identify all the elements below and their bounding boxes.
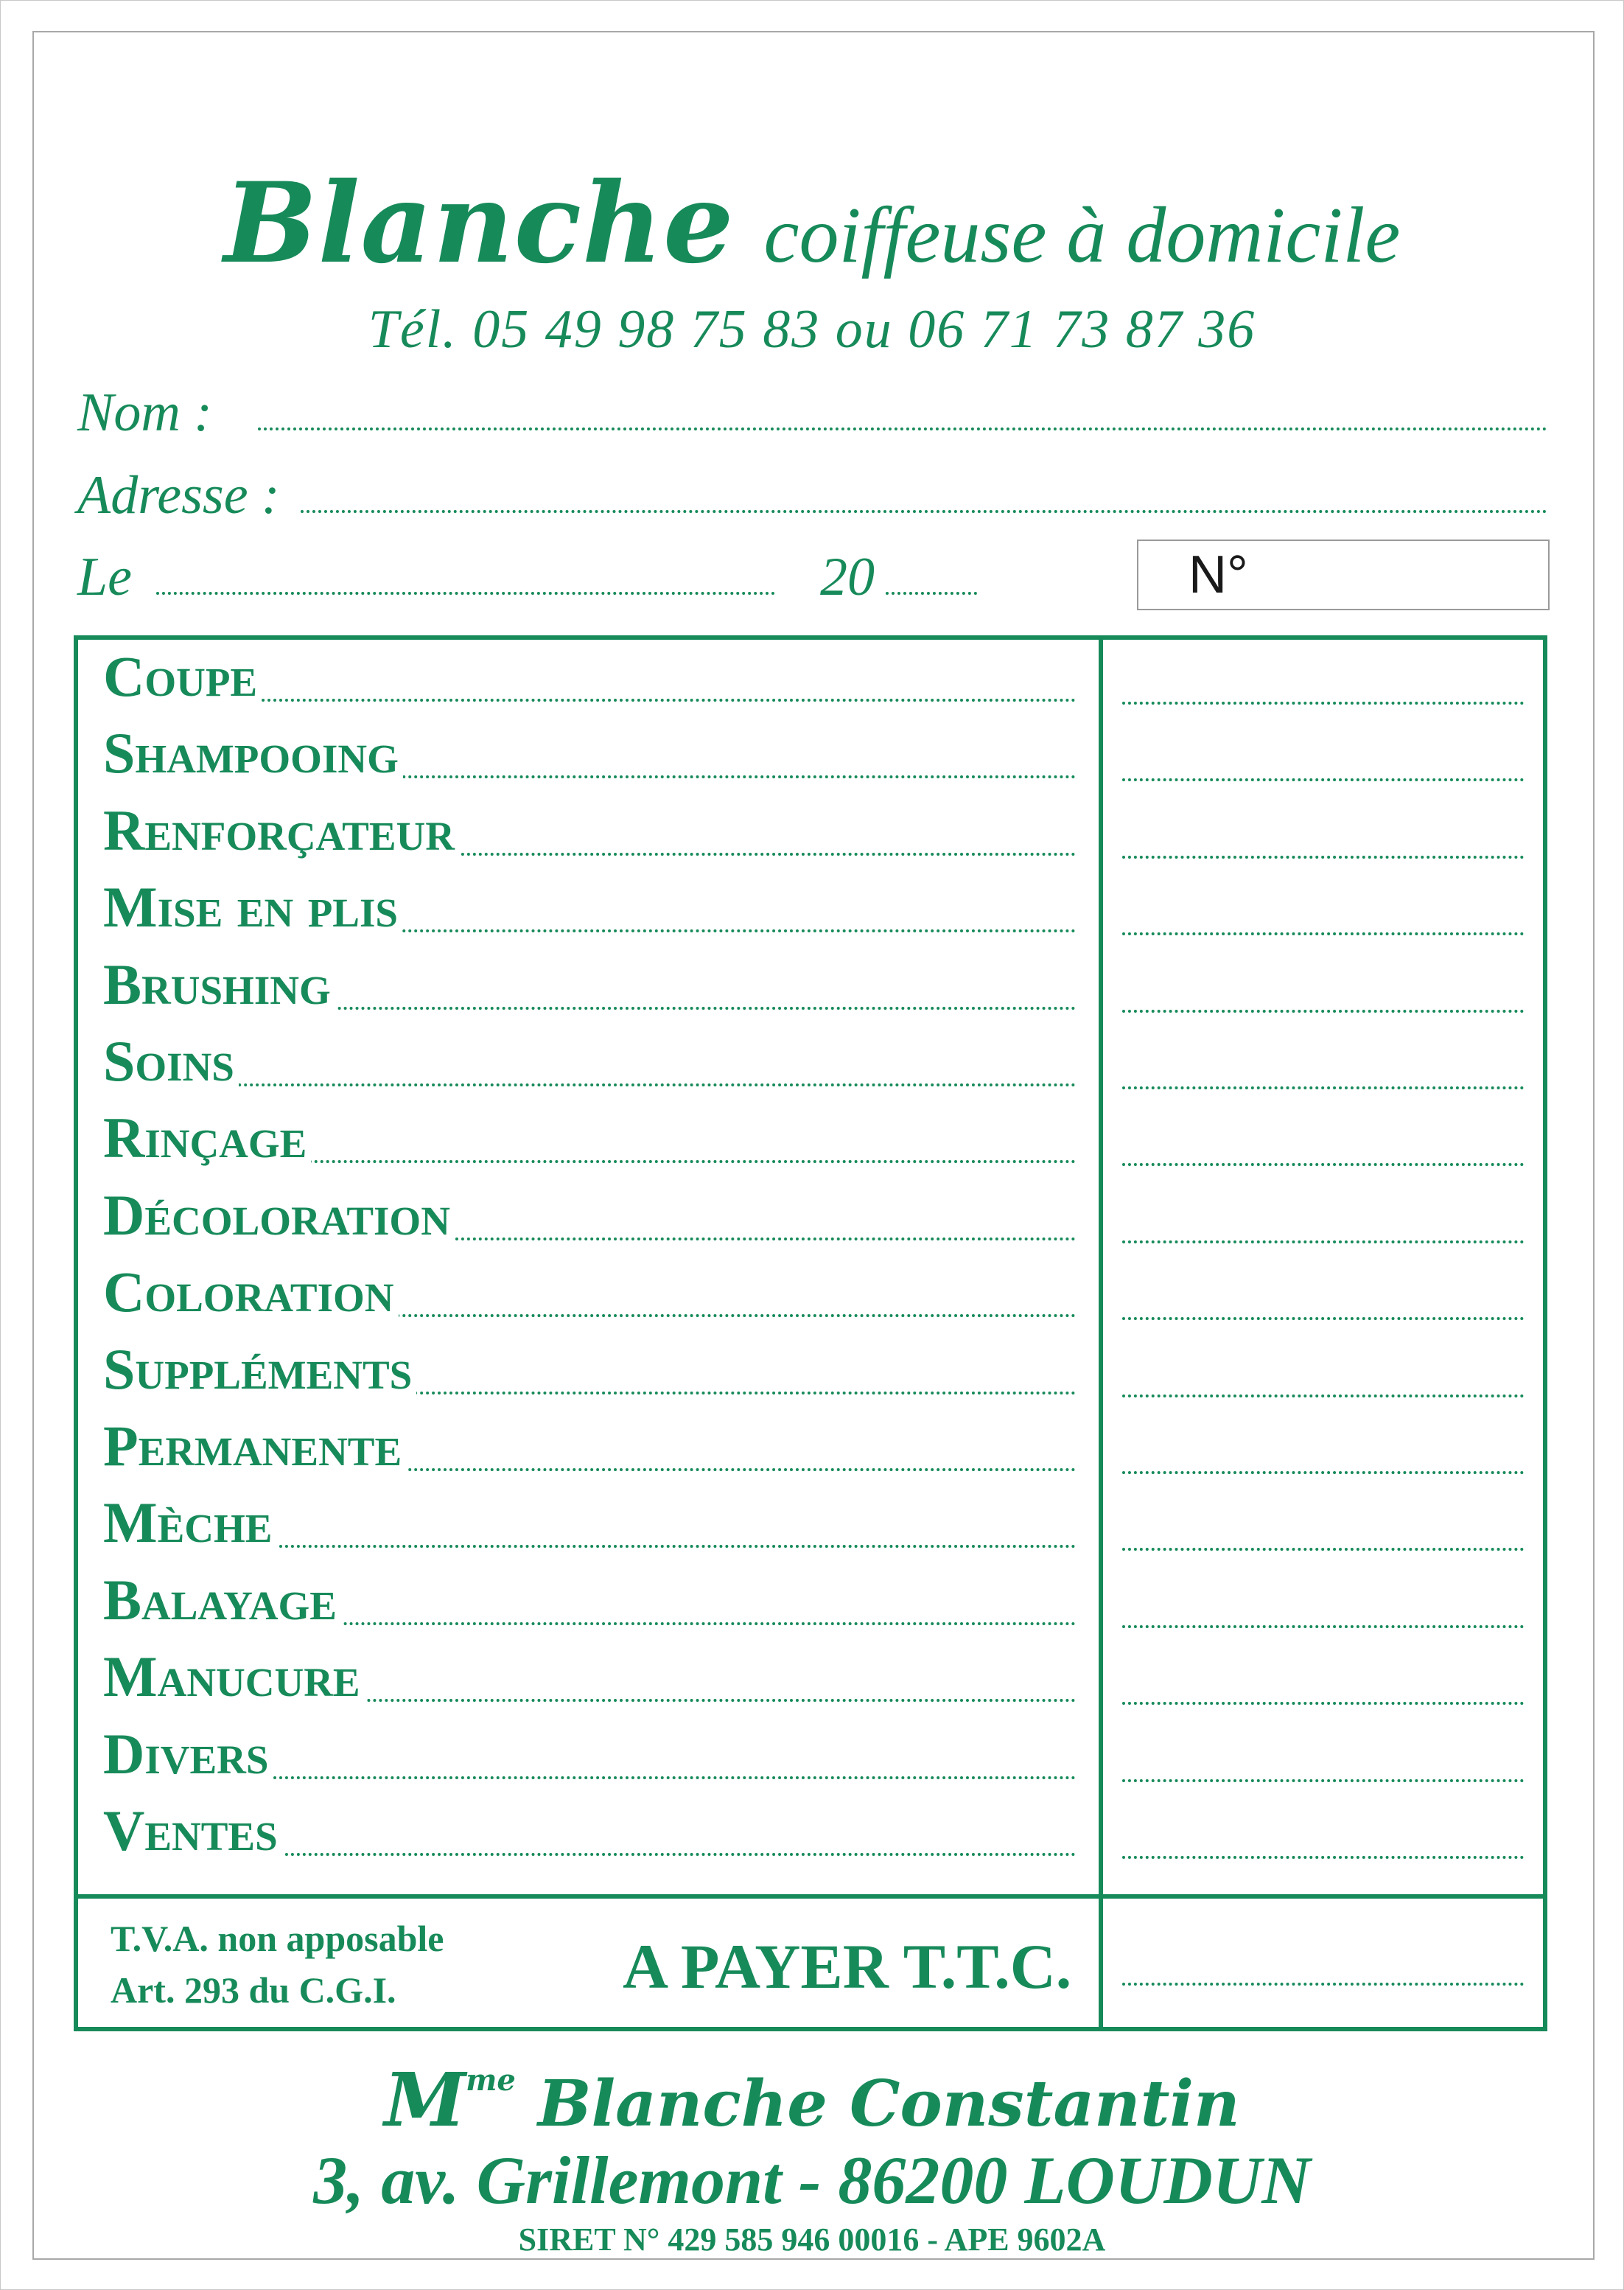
table-column-divider bbox=[1099, 635, 1103, 2031]
service-row bbox=[103, 644, 1076, 716]
nom-label: Nom : bbox=[77, 383, 212, 443]
service-row bbox=[103, 1490, 1076, 1563]
service-label: Manucure bbox=[103, 1647, 365, 1706]
service-row bbox=[103, 1644, 1076, 1717]
service-label: Balayage bbox=[103, 1571, 341, 1630]
service-price-field[interactable] bbox=[1122, 1394, 1524, 1397]
service-label: Renforçateur bbox=[103, 801, 459, 860]
service-row bbox=[103, 875, 1076, 947]
service-row bbox=[103, 1721, 1076, 1794]
service-row bbox=[103, 1029, 1076, 1101]
service-label: Permanente bbox=[103, 1417, 406, 1476]
service-price-field[interactable] bbox=[1122, 1086, 1524, 1089]
total-label: A PAYER T.T.C. bbox=[623, 1931, 1072, 2002]
invoice-number-box[interactable] bbox=[1137, 540, 1550, 610]
table-total-divider bbox=[74, 1894, 1547, 1899]
footer-owner-name bbox=[0, 2056, 1624, 2143]
service-price-field[interactable] bbox=[1122, 702, 1524, 705]
footer-name: Blanche Constantin bbox=[537, 2067, 1240, 2141]
service-price-field[interactable] bbox=[1122, 1317, 1524, 1320]
footer-title-prefix: M bbox=[384, 2056, 466, 2143]
service-price-field[interactable] bbox=[1122, 932, 1524, 935]
service-row bbox=[103, 721, 1076, 793]
service-price-field[interactable] bbox=[1122, 1548, 1524, 1551]
year-field[interactable] bbox=[886, 592, 977, 595]
adresse-field[interactable] bbox=[301, 510, 1547, 513]
service-label: Mèche bbox=[103, 1493, 277, 1552]
service-dots bbox=[103, 1083, 1076, 1086]
header-brand bbox=[0, 158, 1624, 288]
brand-tagline: coiffeuse à domicile bbox=[763, 192, 1401, 279]
year-label: 20 bbox=[820, 547, 875, 607]
invoice-number-label: N° bbox=[1189, 545, 1248, 604]
service-row bbox=[103, 1414, 1076, 1486]
nom-field[interactable] bbox=[258, 427, 1547, 430]
footer-siret: SIRET N° 429 585 946 00016 - APE 9602A bbox=[518, 2221, 1106, 2258]
service-price-field[interactable] bbox=[1122, 1240, 1524, 1243]
service-price-field[interactable] bbox=[1122, 1010, 1524, 1013]
total-amount-field[interactable] bbox=[1122, 1983, 1524, 1986]
service-label: Coupe bbox=[103, 647, 262, 706]
service-label: Décoloration bbox=[103, 1186, 455, 1245]
date-field[interactable] bbox=[156, 592, 775, 595]
service-price-field[interactable] bbox=[1122, 1625, 1524, 1628]
tva-line-2: Art. 293 du C.G.I. bbox=[111, 1969, 396, 2011]
service-label: Ventes bbox=[103, 1801, 282, 1860]
service-price-field[interactable] bbox=[1122, 1163, 1524, 1166]
service-label: Rinçage bbox=[103, 1109, 311, 1167]
header-phone: Tél. 05 49 98 75 83 ou 06 71 73 87 36 bbox=[368, 299, 1256, 360]
footer-address: 3, av. Grillemont - 86200 LOUDUN bbox=[313, 2143, 1311, 2218]
service-row bbox=[103, 1182, 1076, 1255]
service-row bbox=[103, 1336, 1076, 1409]
service-row bbox=[103, 797, 1076, 870]
service-row bbox=[103, 952, 1076, 1024]
service-label: Coloration bbox=[103, 1263, 399, 1322]
footer-title-suffix: me bbox=[466, 2063, 516, 2098]
date-label: Le bbox=[77, 547, 132, 607]
service-label: Suppléments bbox=[103, 1340, 416, 1399]
service-row bbox=[103, 1567, 1076, 1640]
service-label: Soins bbox=[103, 1032, 239, 1091]
tva-line-1: T.V.A. non apposable bbox=[111, 1918, 444, 1959]
service-price-field[interactable] bbox=[1122, 1779, 1524, 1782]
service-price-field[interactable] bbox=[1122, 856, 1524, 859]
service-price-field[interactable] bbox=[1122, 1856, 1524, 1859]
service-label: Divers bbox=[103, 1725, 273, 1784]
service-label: Shampooing bbox=[103, 724, 403, 783]
tva-note bbox=[111, 1913, 444, 2016]
service-label: Brushing bbox=[103, 955, 335, 1014]
service-row bbox=[103, 1798, 1076, 1871]
adresse-label: Adresse : bbox=[77, 465, 280, 526]
service-row bbox=[103, 1106, 1076, 1178]
service-label: Mise en plis bbox=[103, 878, 402, 937]
service-price-field[interactable] bbox=[1122, 1702, 1524, 1705]
service-price-field[interactable] bbox=[1122, 778, 1524, 781]
service-price-field[interactable] bbox=[1122, 1471, 1524, 1474]
service-row bbox=[103, 1260, 1076, 1332]
brand-name: Blanche bbox=[223, 158, 735, 288]
